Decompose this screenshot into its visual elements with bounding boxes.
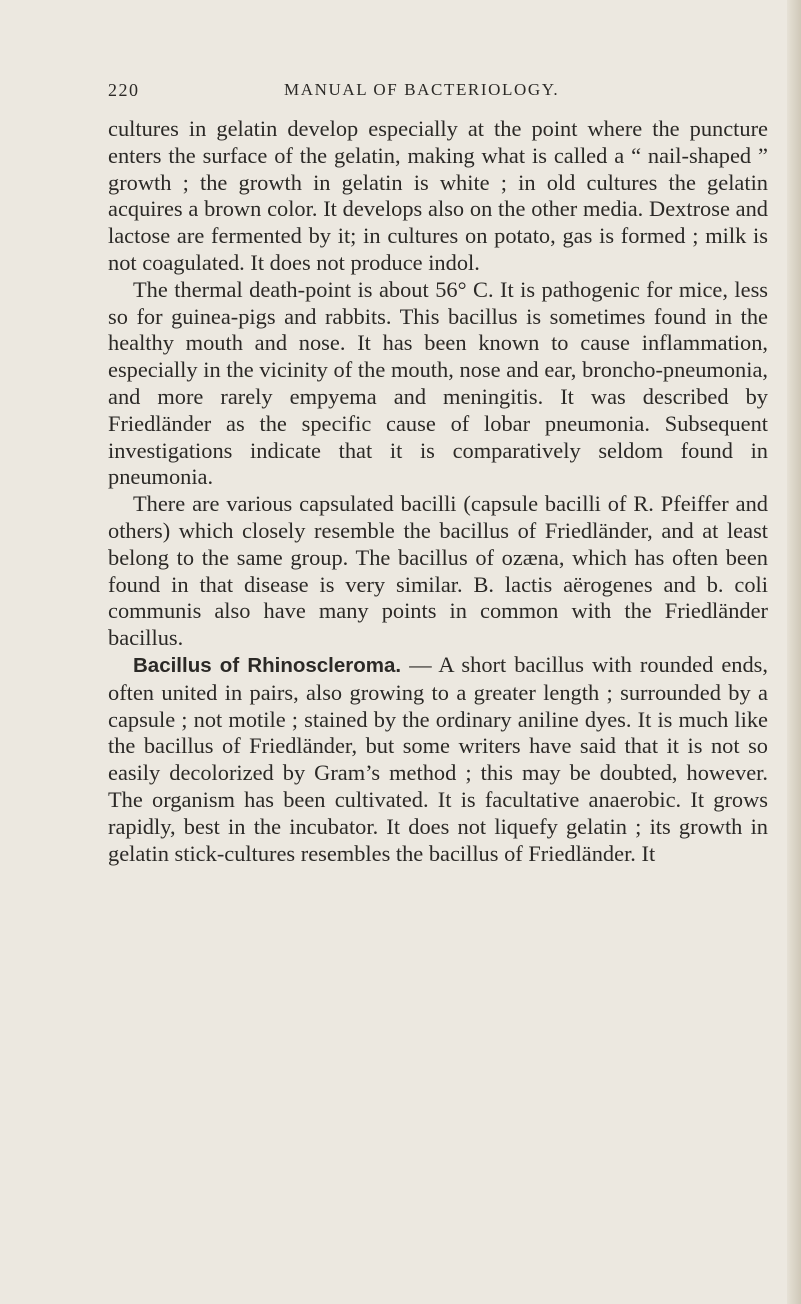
paragraph-cultures: cultures in gelatin develop especially at the point where the puncture enters the surface of the gelatin, making what is called a “ nail-shaped ” growth ; the growth in gelatin is white ; in old cultures the gelatin acquires a brown color. It develops also on the other media. Dextrose and lactose are fermented by it; in cultures on potato, gas is formed ; milk is not coagulated. It does not produce indol. — [108, 116, 768, 275]
page-edge — [787, 0, 801, 1304]
page-number: 220 — [108, 80, 140, 100]
paragraph-thermal-death-point: The thermal death-point is about 56° C. It is pathogenic for mice, less so for guinea-pigs and rabbits. This bacillus is sometimes found in the healthy mouth and nose. It has been known to cause inflammation, especially in the vicinity of the mouth, nose and ear, broncho-pneumonia, and more rarely empyema and meningitis. It was described by Friedländer as the specific cause of lobar pneumonia. Subsequent investigations indicate that it is comparatively seldom found in pneumonia. — [108, 276, 768, 490]
section-heading-rhinoscleroma: Bacillus of Rhinoscleroma. — [133, 653, 402, 677]
paragraph-rhinoscleroma-text: — A short bacillus with rounded ends, often united in pairs, also growing to a greater length ; surrounded by a capsule ; not motile ; stained by the ordinary aniline dyes. It is much like the bacillus of Friedländer, but some writers have said that it is not so easily decolorized by Gram’s method ; this may be doubted, however. The organism has been cultivated. It is facultative anaerobic. It grows rapidly, best in the incubator. It does not liquefy gelatin ; its growth in gelatin stick-cultures resembles the bacillus of Friedländer. It — [108, 651, 768, 866]
paragraph-rhinoscleroma — [108, 652, 768, 867]
paragraph-capsulated-bacilli: There are various capsulated bacilli (capsule bacilli of R. Pfeiffer and others) which closely resemble the bacillus of Friedländer, and at least belong to the same group. The bacillus of ozæna, which has often been found in that disease is very similar. B. lactis aërogenes and b. coli communis also have many points in common with the Friedländer bacillus. — [108, 491, 768, 651]
running-title: MANUAL OF BACTERIOLOGY. — [284, 80, 560, 99]
running-head — [108, 80, 768, 106]
body-text — [108, 116, 768, 867]
